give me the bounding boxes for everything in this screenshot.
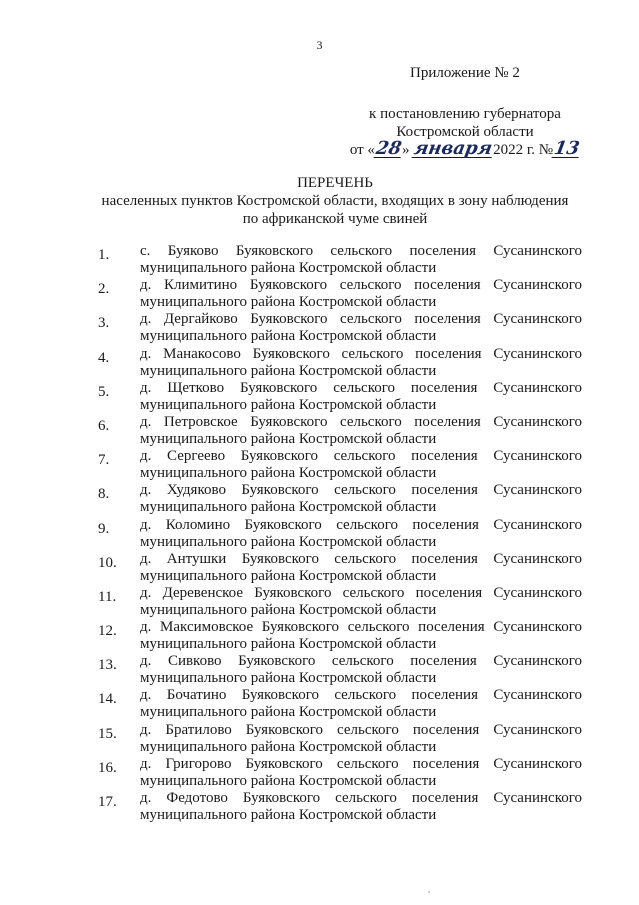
list-item-number: 11. [98,588,117,605]
list-item [98,414,590,448]
list-item-number: 2. [98,281,110,298]
list-item-text [140,722,582,756]
list-item-text [140,277,582,311]
list-item [98,585,590,619]
list-item [98,722,590,756]
list-item-number: 1. [98,247,110,263]
list-item-line-1: д. Сивково Буяковского сельского поселения Сусанинского [140,653,582,670]
list-item-line-2: муниципального района Костромской области [140,601,437,618]
list-item-text [140,687,582,721]
list-item [98,482,590,516]
list-item-line-2: муниципального района Костромской области [140,533,437,550]
list-item-line-1: д. Сергеево Буяковского сельского поселения Сусанинского [140,448,582,465]
list-item-line-2: муниципального района Костромской области [140,670,437,687]
list-item-number: 4. [98,349,110,366]
appendix-label: Приложение № 2 [410,65,520,81]
list-item [98,756,590,790]
list-item-number: 16. [98,759,117,776]
handwritten-day: 28 [374,138,404,159]
list-item-line-1: д. Григорово Буяковского сельского поселения Сусанинского [140,755,582,772]
resolution-line-1: к постановлению губернатора [369,106,561,122]
list-item [98,790,590,824]
list-item-text [140,585,582,619]
list-item [98,653,590,687]
list-item-line-2: муниципального района Костромской области [140,772,437,789]
list-item-line-2: муниципального района Костромской области [140,807,437,823]
list-item-line-1: д. Антушки Буяковского сельского поселения Сусанинского [140,550,582,567]
list-item-line-1: д. Худяково Буяковского сельского поселения Сусанинского [140,482,582,499]
list-item [98,551,590,585]
handwritten-month: января [412,138,495,159]
page-number: 3 [316,38,323,52]
list-item [98,311,590,345]
list-item [98,380,590,414]
list-item-line-2: муниципального района Костромской области [140,704,437,721]
list-item [98,517,590,551]
date-mid: » [401,142,410,158]
list-item [98,346,590,380]
list-item-line-1: д. Петровское Буяковского сельского поселения Сусанинского [140,413,582,430]
list-item-number: 7. [98,452,110,469]
list-item-number: 13. [98,657,117,674]
list-item-line-2: муниципального района Костромской области [140,738,437,755]
list-item-text [140,243,582,277]
list-item-number: 17. [98,794,117,810]
list-item-line-1: д. Коломино Буяковского сельского поселения Сусанинского [140,516,582,533]
list-item-line-1: д. Федотово Буяковского сельского поселения Сусанинского [140,790,582,806]
resolution-line-2: Костромской области [396,124,534,140]
title-line-1: населенных пунктов Костромской области, входящих в зону наблюдения [101,193,569,209]
list-item-line-1: д. Бочатино Буяковского сельского поселения Сусанинского [140,687,582,704]
list-item-number: 12. [98,623,117,640]
list-item-line-2: муниципального района Костромской области [140,567,437,584]
list-item-line-1: д. Щетково Буяковского сельского поселения Сусанинского [140,379,582,396]
settlement-list [98,243,590,824]
list-item-line-2: муниципального района Костромской области [140,430,437,447]
list-item [98,448,590,482]
list-item-line-2: муниципального района Костромской области [140,328,437,345]
list-item-number: 5. [98,383,110,400]
list-item-number: 3. [98,315,110,332]
list-item-line-2: муниципального района Костромской области [140,499,437,516]
list-item [98,687,590,721]
list-item-number: 10. [98,554,117,571]
list-item-line-2: муниципального района Костромской области [140,636,437,653]
list-item [98,243,590,277]
list-item-text [140,414,582,448]
title-heading: ПЕРЕЧЕНЬ [297,175,373,191]
list-item-text [140,346,582,380]
list-item-text [140,619,582,653]
list-item [98,619,590,653]
list-item-number: 14. [98,691,117,708]
title-line-2: по африканской чуме свиней [242,211,428,227]
list-item-number: 9. [98,520,110,537]
list-item-line-1: д. Деревенское Буяковского сельского поселения Сусанинского [140,584,582,601]
list-item-line-2: муниципального района Костромской области [140,465,437,482]
list-item-text [140,380,582,414]
list-item-line-2: муниципального района Костромской области [140,260,437,276]
resolution-date-line [340,138,590,159]
list-item-text [140,311,582,345]
resolution-reference [340,105,590,159]
list-item-text [140,448,582,482]
list-item-text [140,790,582,824]
list-item-text [140,517,582,551]
list-item-text [140,756,582,790]
list-item-text [140,551,582,585]
list-item-line-1: д. Дергайково Буяковского сельского поселения Сусанинского [140,311,582,328]
list-item-number: 15. [98,725,117,742]
list-item-number: 6. [98,417,110,434]
handwritten-number: 13 [552,138,582,159]
scan-speck [428,891,430,893]
list-item-number: 8. [98,486,110,503]
list-item-text [140,653,582,687]
document-title [90,174,580,228]
date-year: 2022 г. № [493,142,554,158]
list-item-text [140,482,582,516]
list-item-line-2: муниципального района Костромской области [140,396,437,413]
list-item [98,277,590,311]
list-item-line-1: д. Максимовское Буяковского сельского поселения Сусанинского [140,619,582,636]
date-prefix: от « [349,142,375,158]
list-item-line-2: муниципального района Костромской области [140,294,437,311]
list-item-line-2: муниципального района Костромской области [140,362,437,379]
list-item-line-1: д. Климитино Буяковского сельского поселения Сусанинского [140,277,582,294]
list-item-line-1: с. Буяково Буяковского сельского поселения Сусанинского [140,243,582,259]
list-item-line-1: д. Манакосово Буяковского сельского поселения Сусанинского [140,345,582,362]
list-item-line-1: д. Братилово Буяковского сельского поселения Сусанинского [140,721,582,738]
